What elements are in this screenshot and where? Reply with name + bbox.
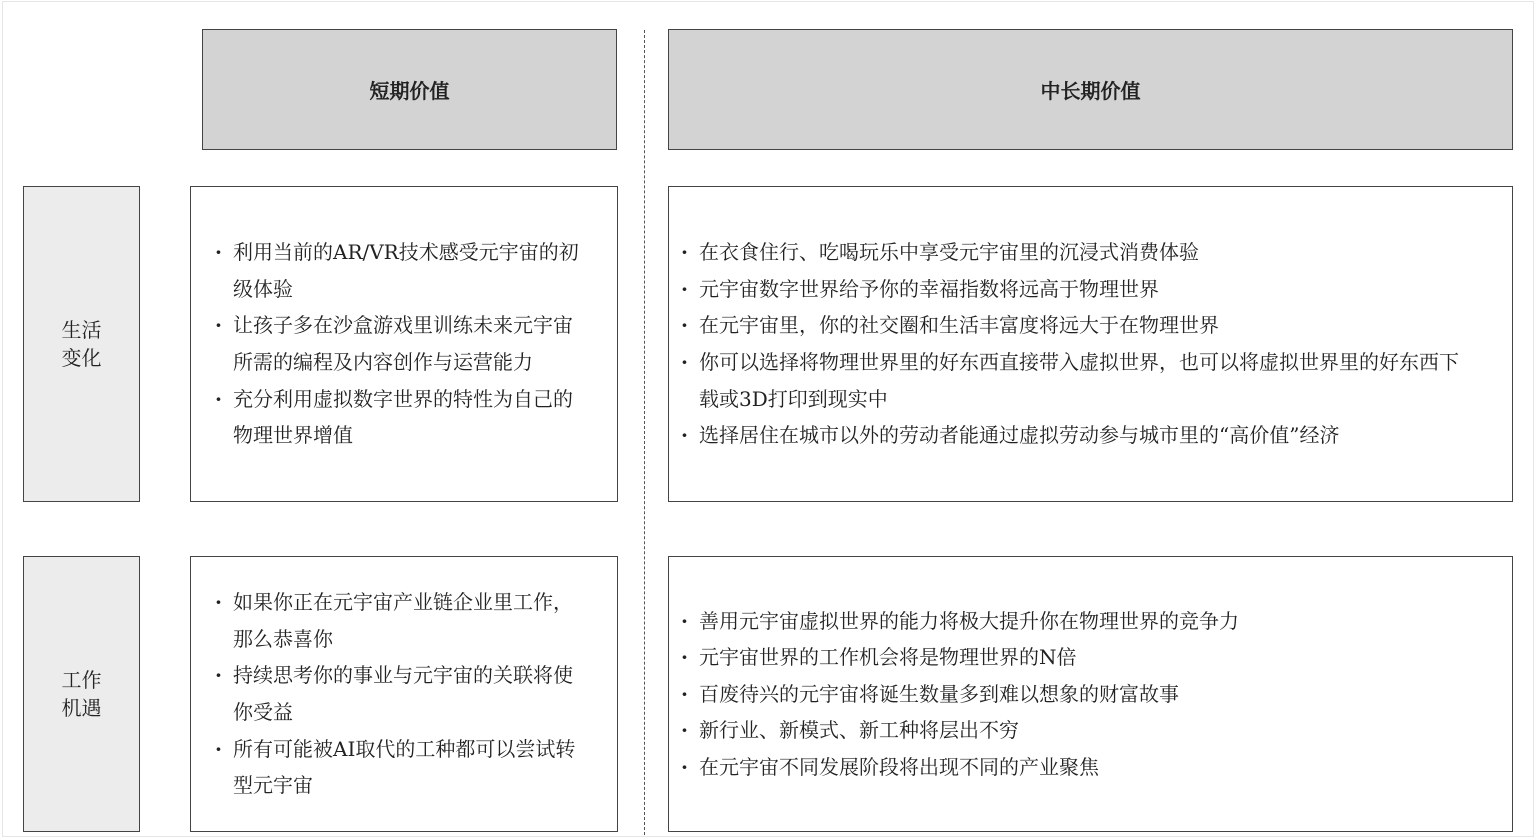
- list-item: · 新行业、新模式、新工种将层出不穷: [681, 712, 1492, 749]
- header-long-term-label: 中长期价值: [1040, 79, 1141, 103]
- list-item: · 你可以选择将物理世界里的好东西直接带入虚拟世界，也可以将虚拟世界里的好东西下载或3D打印到现实中: [681, 344, 1492, 417]
- row-label-work-text: 工作机遇: [61, 668, 102, 720]
- work-long-term-list: [669, 603, 1512, 786]
- list-item: · 选择居住在城市以外的劳动者能通过虚拟劳动参与城市里的“高价值”经济: [681, 417, 1492, 454]
- list-item: · 元宇宙数字世界给予你的幸福指数将远高于物理世界: [681, 271, 1492, 308]
- list-item: · 百废待兴的元宇宙将诞生数量多到难以想象的财富故事: [681, 676, 1492, 713]
- list-item: · 元宇宙世界的工作机会将是物理世界的N倍: [681, 639, 1492, 676]
- cell-work-short-term: [190, 556, 618, 832]
- life-long-term-list: [669, 234, 1512, 454]
- list-item: · 所有可能被AI取代的工种都可以尝试转型元宇宙: [215, 731, 587, 804]
- list-item: · 利用当前的AR/VR技术感受元宇宙的初级体验: [215, 234, 587, 307]
- cell-life-short-term: [190, 186, 618, 502]
- list-item: · 善用元宇宙虚拟世界的能力将极大提升你在物理世界的竞争力: [681, 603, 1492, 640]
- row-label-work: [23, 556, 140, 832]
- list-item: · 充分利用虚拟数字世界的特性为自己的物理世界增值: [215, 381, 587, 454]
- row-label-life-text: 生活变化: [61, 318, 102, 370]
- header-short-term: [202, 29, 617, 150]
- row-label-life: [23, 186, 140, 502]
- list-item: · 让孩子多在沙盒游戏里训练未来元宇宙所需的编程及内容创作与运营能力: [215, 307, 587, 380]
- list-item: · 在衣食住行、吃喝玩乐中享受元宇宙里的沉浸式消费体验: [681, 234, 1492, 271]
- column-divider: [644, 30, 645, 835]
- work-short-term-list: [191, 584, 617, 804]
- header-long-term: [668, 29, 1513, 150]
- list-item: · 如果你正在元宇宙产业链企业里工作，那么恭喜你: [215, 584, 587, 657]
- cell-work-long-term: [668, 556, 1513, 832]
- life-short-term-list: [191, 234, 617, 454]
- list-item: · 在元宇宙里，你的社交圈和生活丰富度将远大于在物理世界: [681, 307, 1492, 344]
- cell-life-long-term: [668, 186, 1513, 502]
- list-item: · 在元宇宙不同发展阶段将出现不同的产业聚焦: [681, 749, 1492, 786]
- header-short-term-label: 短期价值: [369, 79, 450, 103]
- list-item: · 持续思考你的事业与元宇宙的关联将使你受益: [215, 657, 587, 730]
